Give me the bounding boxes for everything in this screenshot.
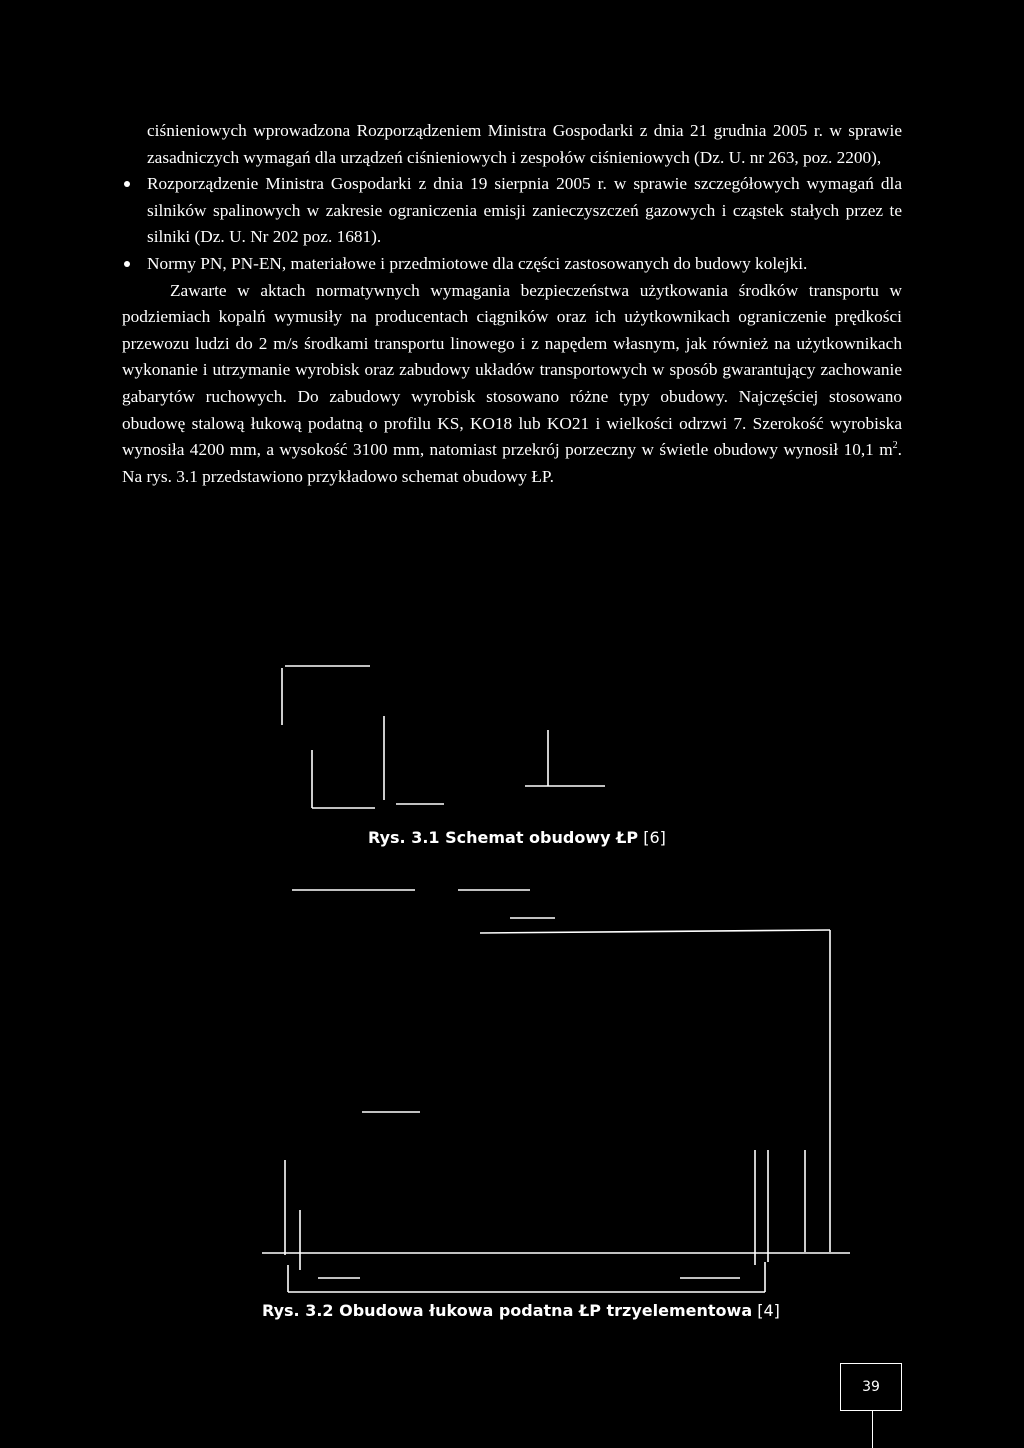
page-number-tick <box>872 1410 873 1448</box>
body-paragraph-main: Zawarte w aktach normatywnych wymagania bezpieczeństwa użytkowania środków transportu w podziemiach kopalń wymusiły na producentach ciągników oraz ich użytkownikach ograniczenie prędkości przewozu ludzi do 2 m/s środkami transportu linowego i z napędem własnym, jak również na użytkownikach wykonanie i utrzymanie wyrobisk oraz zabudowy układów transportowych w sposób gwarantujący zachowanie gabarytów ruchowych. Do zabudowy wyrobisk stosowano różne typy obudowy. Najczęściej stosowano obudowę stalową łukową podatną o profilu KS, KO18 lub KO21 i wielkości odrzwi 7. Szerokość wyrobiska wynosiła 4200 mm, a wysokość 3100 mm, natomiast przekrój porzeczny w świetle obudowy wynosił 10,1 m <box>122 280 902 460</box>
list-item-text: Rozporządzenie Ministra Gospodarki z dnia 19 sierpnia 2005 r. w sprawie szczegółowych wymagań dla silników spalinowych w zakresie ograniczenia emisji zanieczyszczeń gazowych i cząstek stałych przez te silniki (Dz. U. Nr 202 poz. 1681). <box>147 174 902 247</box>
body-paragraph-tail: . Na rys. 3.1 przedstawiono przykładowo schemat obudowy ŁP. <box>122 440 902 486</box>
page-number-box <box>840 1363 902 1411</box>
figure-2-caption <box>262 1301 780 1320</box>
figure-1-caption-ref: [6] <box>643 828 666 847</box>
list-item-text: Normy PN, PN-EN, materiałowe i przedmiotowe dla części zastosowanych do budowy kolejki. <box>147 253 808 273</box>
page-number: 39 <box>862 1379 880 1395</box>
figure-1-caption-label: Rys. 3.1 Schemat obudowy ŁP <box>368 828 639 847</box>
area-superscript: 2 <box>892 440 898 452</box>
intro-continuation: ciśnieniowych wprowadzona Rozporządzeniem Ministra Gospodarki z dnia 21 grudnia 2005 r. w sprawie zasadniczych wymagań dla urządzeń ciśnieniowych i zespołów ciśnieniowych (Dz. U. nr 263, poz. 2200), <box>147 121 902 167</box>
figure-2-caption-ref: [4] <box>757 1301 780 1320</box>
figure-2-caption-label: Rys. 3.2 Obudowa łukowa podatna ŁP trzyelementowa <box>262 1301 753 1320</box>
